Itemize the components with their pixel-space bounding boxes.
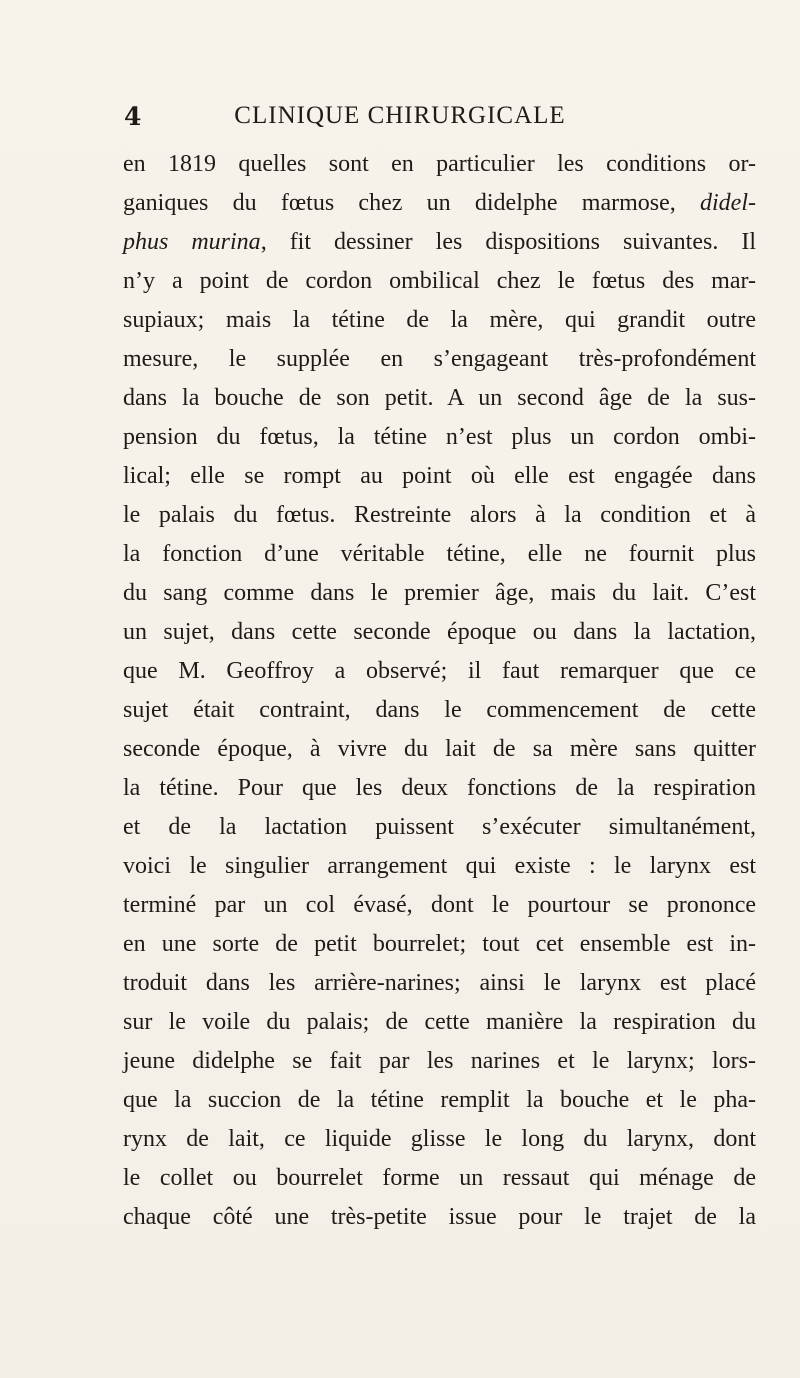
text-line	[123, 418, 756, 457]
text-line	[123, 574, 756, 613]
text-segment: pension du fœtus, la tétine n’est plus un cordon ombi-	[123, 424, 756, 450]
text-segment: et de la lactation puissent s’exécuter simultanément,	[123, 814, 756, 840]
text-segment: sur le voile du palais; de cette manière la respiration du	[123, 1009, 756, 1035]
text-segment: dans la bouche de son petit. A un second âge de la sus-	[123, 385, 756, 411]
text-segment: seconde époque, à vivre du lait de sa mère sans quitter	[123, 736, 756, 762]
text-segment: jeune didelphe se fait par les narines et le larynx; lors-	[123, 1048, 756, 1074]
text-segment: la fonction d’une véritable tétine, elle ne fournit plus	[123, 541, 756, 567]
text-line	[123, 730, 756, 769]
text-line	[123, 1081, 756, 1120]
text-segment: le palais du fœtus. Restreinte alors à la condition et à	[123, 502, 756, 528]
text-line	[123, 691, 756, 730]
text-segment: terminé par un col évasé, dont le pourtour se prononce	[123, 892, 756, 918]
text-line	[123, 808, 756, 847]
text-segment: du sang comme dans le premier âge, mais du lait. C’est	[123, 580, 756, 606]
text-segment: , fit dessiner les dispositions suivantes. Il	[260, 229, 756, 255]
text-segment: lical; elle se rompt au point où elle est engagée dans	[123, 463, 756, 489]
italic-text-segment: phus murina	[123, 229, 261, 255]
text-segment: en 1819 quelles sont en particulier les conditions or-	[123, 151, 756, 177]
text-segment: troduit dans les arrière-narines; ainsi le larynx est placé	[123, 970, 756, 996]
text-line	[123, 964, 756, 1003]
text-segment: sujet était contraint, dans le commencement de cette	[123, 697, 756, 723]
text-line	[123, 847, 756, 886]
text-line	[123, 340, 756, 379]
text-segment: la tétine. Pour que les deux fonctions de la respiration	[123, 775, 756, 801]
text-line	[123, 145, 756, 184]
italic-text-segment: didel-	[700, 190, 756, 216]
text-line	[123, 262, 756, 301]
text-segment: que M. Geoffroy a observé; il faut remarquer que ce	[123, 658, 756, 684]
text-segment: mesure, le supplée en s’engageant très-profondément	[123, 346, 756, 372]
text-line	[123, 496, 756, 535]
text-segment: ganiques du fœtus chez un didelphe marmose,	[123, 190, 701, 216]
text-segment: un sujet, dans cette seconde époque ou dans la lactation,	[123, 619, 756, 645]
text-segment: supiaux; mais la tétine de la mère, qui grandit outre	[123, 307, 756, 333]
text-line	[123, 457, 756, 496]
page-number: 4	[124, 102, 143, 131]
text-line	[123, 886, 756, 925]
text-line	[123, 1042, 756, 1081]
text-line	[123, 184, 756, 223]
page-header	[0, 102, 800, 132]
text-line	[123, 301, 756, 340]
text-line	[123, 925, 756, 964]
text-line	[123, 1003, 756, 1042]
text-line	[123, 1159, 756, 1198]
text-line	[123, 652, 756, 691]
text-line	[123, 1120, 756, 1159]
text-segment: le collet ou bourrelet forme un ressaut qui ménage de	[123, 1165, 756, 1191]
text-line	[123, 379, 756, 418]
text-segment: voici le singulier arrangement qui existe : le larynx est	[123, 853, 756, 879]
text-segment: chaque côté une très-petite issue pour le trajet de la	[123, 1204, 756, 1230]
text-line	[123, 613, 756, 652]
text-line	[123, 1198, 756, 1237]
text-line	[123, 769, 756, 808]
running-title: CLINIQUE CHIRURGICALE	[234, 102, 566, 129]
text-segment: n’y a point de cordon ombilical chez le fœtus des mar-	[123, 268, 756, 294]
text-segment: en une sorte de petit bourrelet; tout cet ensemble est in-	[123, 931, 756, 957]
text-line	[123, 535, 756, 574]
text-line	[123, 223, 756, 262]
text-segment: rynx de lait, ce liquide glisse le long du larynx, dont	[123, 1126, 756, 1152]
body-text	[123, 145, 756, 1237]
text-segment: que la succion de la tétine remplit la bouche et le pha-	[123, 1087, 756, 1113]
